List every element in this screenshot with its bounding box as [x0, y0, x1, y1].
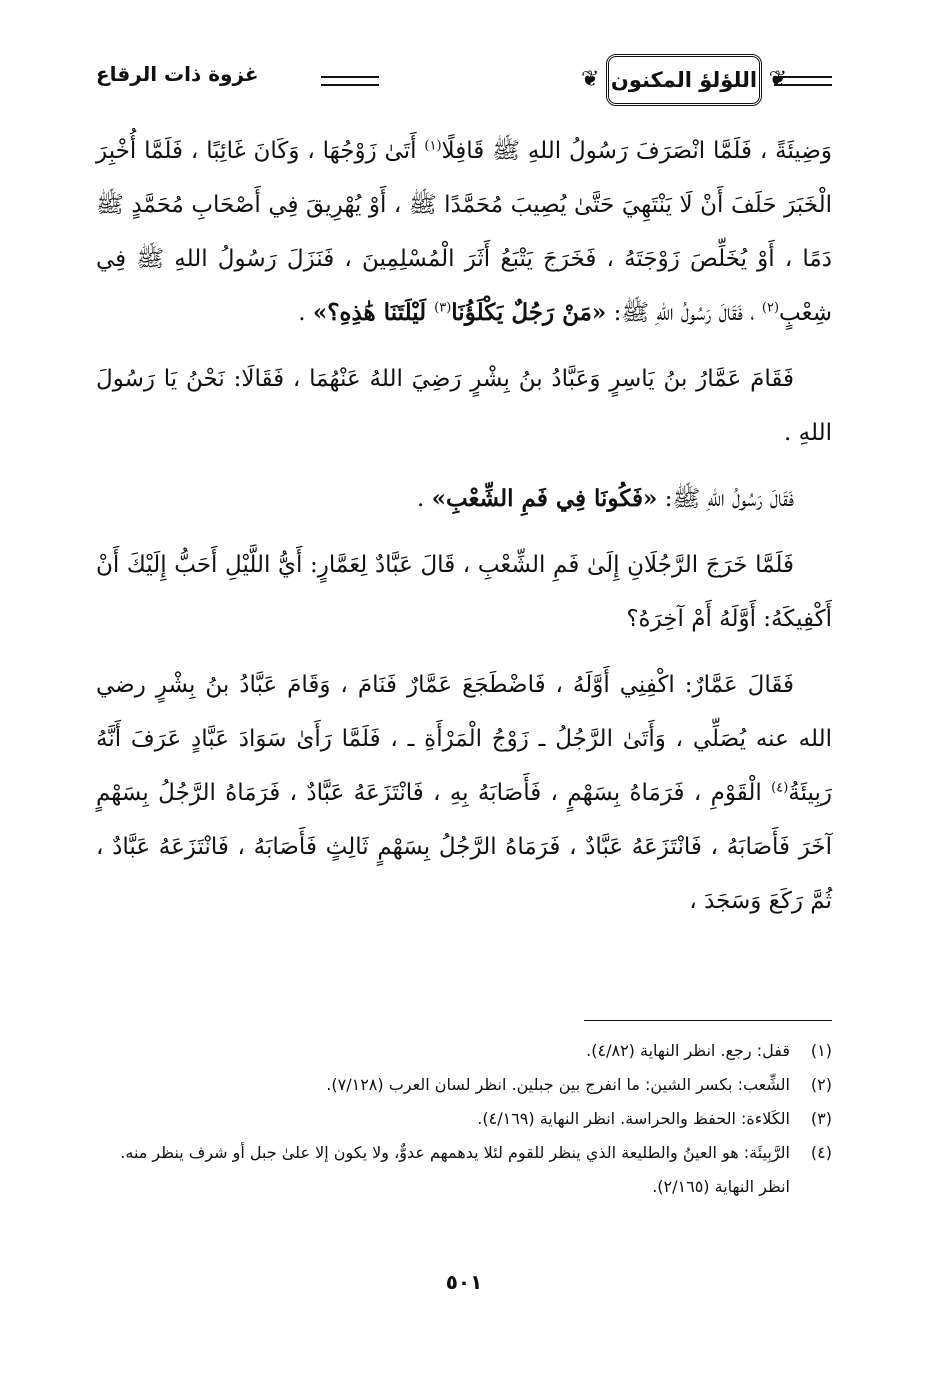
- text-span: وَضِيئَةً ، فَلَمَّا انْصَرَفَ رَسُولُ اللهِ ﷺ قَافِلًا: [441, 138, 832, 164]
- footnote-3: [96, 1102, 832, 1136]
- text-span: .: [416, 486, 432, 512]
- footnote-ref-4: (٤): [771, 780, 789, 796]
- footnote-text: الكَلاءة: الحفظ والحراسة. انظر النهاية (٤/١٦٩).: [477, 1109, 790, 1128]
- footnote-text: الشِّعب: بكسر الشين: ما انفرج بين جبلين. انظر لسان العرب (٧/١٢٨).: [326, 1075, 790, 1094]
- footnote-number: (١): [810, 1041, 832, 1060]
- footnote-separator: [584, 1020, 832, 1021]
- text-span: أَتَىٰ زَوْجُهَا ، وَكَانَ غَائِبًا ، فَلَمَّا أُخْبِرَ الْخَبَرَ حَلَفَ أَنْ لَا يَنْتَهِيَ حَتَّىٰ يُصِيبَ مُحَمَّدًا ﷺ ، أَوْ يُهْرِيقَ فِي أَصْحَابِ مُحَمَّدٍ ﷺ دَمًا ، أَوْ يُخَلِّصَ زَوْجَتَهُ ، فَخَرَجَ يَتْبَعُ أَثَرَ الْمُسْلِمِينَ ، فَنَزَلَ رَسُولُ اللهِ ﷺ فِي شِعْبٍ: [96, 138, 832, 326]
- footnote-text: قفل: رجع. انظر النهاية (٤/٨٢).: [586, 1041, 790, 1060]
- footnote-ref-2: (٢): [761, 300, 780, 316]
- footnote-number: (٤): [810, 1143, 832, 1162]
- book-title: اللؤلؤ المكنون: [610, 68, 758, 92]
- paragraph-4: فَلَمَّا خَرَجَ الرَّجُلَانِ إِلَىٰ فَمِ الشِّعْبِ ، قَالَ عَبَّادٌ لِعَمَّارٍ: أَيُّ اللَّيْلِ أَحَبُّ إِلَيْكَ أَنْ أَكْفِيكَهُ: أَوَّلَهُ أَمْ آخِرَهُ؟: [96, 552, 832, 632]
- text-span: فَقَالَ عَمَّارٌ: اكْفِنِي أَوَّلَهُ ، فَاضْطَجَعَ عَمَّارٌ فَنَامَ ، وَقَامَ عَبَّادُ بنُ بِشْرٍ رضي الله عنه يُصَلِّي ، وَأَتَىٰ الرَّجُلُ ـ زَوْجُ الْمَرْأَةِ ـ ، فَلَمَّا رَأَىٰ سَوَادَ عَبَّادٍ عَرَفَ أَنَّهُ رَبِيئَةُ: [96, 672, 832, 806]
- text-span: الْقَوْمِ ، فَرَمَاهُ بِسَهْمٍ ، فَأَصَابَهُ بِهِ ، فَانْتَزَعَهُ عَبَّادٌ ، فَرَمَاهُ الرَّجُلُ بِسَهْمٍ آخَرَ فَأَصَابَهُ ، فَانْتَزَعَهُ عَبَّادٌ ، فَرَمَاهُ الرَّجُلُ بِسَهْمٍ ثَالِثٍ فَأَصَابَهُ ، فَانْتَزَعَهُ عَبَّادٌ ، ثُمَّ رَكَعَ وَسَجَدَ ،: [96, 780, 832, 914]
- paragraph-2: فَقَامَ عَمَّارُ بنُ يَاسِرٍ وَعَبَّادُ بنُ بِشْرٍ رَضِيَ اللهُ عَنْهُمَا ، فَقَالَا: نَحْنُ يَا رَسُولَ اللهِ .: [96, 366, 832, 446]
- ornament-right-icon: ❦: [768, 67, 787, 92]
- footnote-1: [96, 1034, 832, 1068]
- footnote-text: الرَّبِيئَة: هو العينُ والطليعة الذي ينظر للقوم لئلا يدهمهم عدوٌّ، ولا يكون إلا علىٰ جبل أو شرف ينظر منه. انظر النهاية (٢/١٦٥).: [120, 1143, 790, 1196]
- header-rule-middle: [321, 76, 379, 86]
- main-text: [96, 124, 832, 940]
- footnote-ref-1: (١): [424, 138, 442, 154]
- paragraph-1: [96, 124, 832, 340]
- quote-span: «فَكُونَا فِي فَمِ الشِّعْبِ»: [431, 485, 658, 512]
- chapter-title: غزوة ذات الرقاع: [96, 62, 259, 86]
- quote-span: لَيْلَتَنَا هَٰذِهِ؟»: [312, 299, 435, 326]
- text-span: .: [298, 300, 313, 326]
- footnote-number: (٢): [810, 1075, 832, 1094]
- footnote-4: [96, 1136, 832, 1204]
- text-span: ، فَقَالَ رَسُولُ اللهِ ﷺ:: [606, 300, 762, 326]
- text-span: فَقَالَ رَسُولُ اللهِ ﷺ:: [657, 486, 794, 512]
- paragraph-5: [96, 658, 832, 928]
- ornament-left-icon: ❦: [581, 67, 600, 92]
- quote-span: «مَنْ رَجُلٌ يَكْلَؤُنَا: [451, 299, 607, 326]
- footnotes: [96, 1034, 832, 1204]
- footnote-ref-3: (٣): [434, 300, 452, 316]
- page-header: [96, 48, 832, 110]
- paragraph-3: [96, 472, 832, 526]
- footnote-number: (٣): [810, 1109, 832, 1128]
- footnote-2: [96, 1068, 832, 1102]
- book-title-cartouche: [581, 54, 787, 106]
- page-number: ٥٠١: [445, 1270, 483, 1294]
